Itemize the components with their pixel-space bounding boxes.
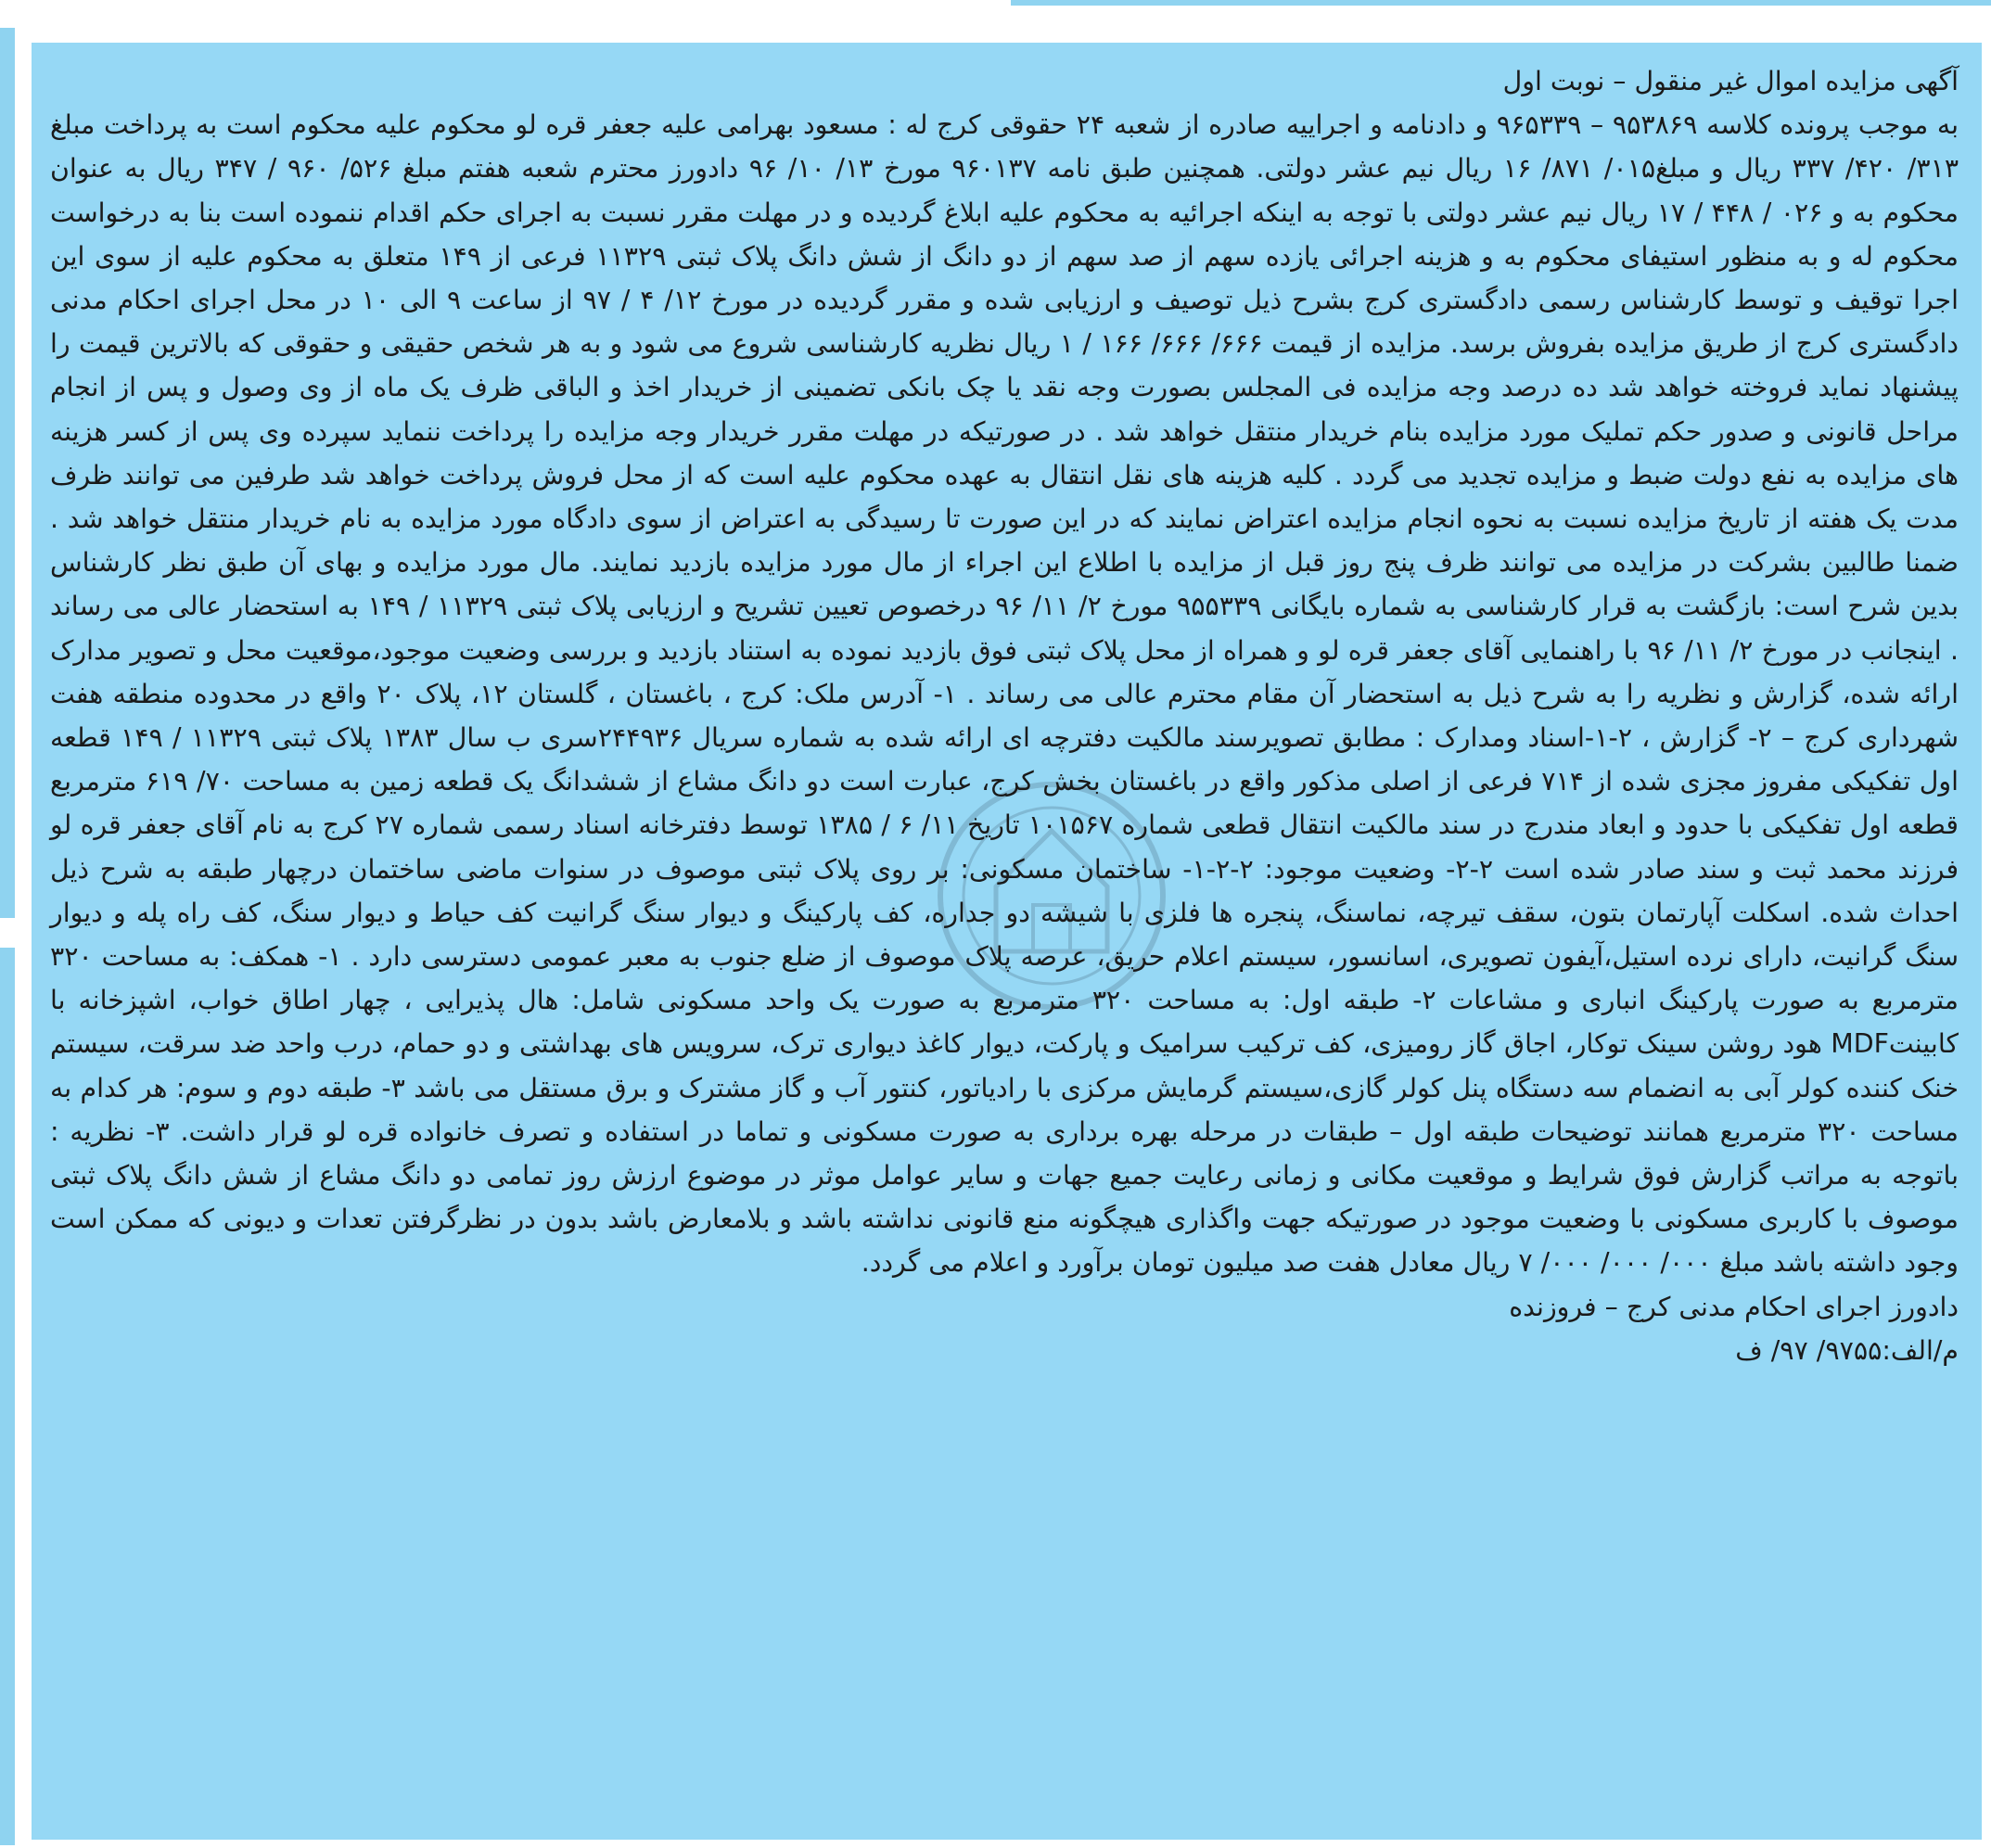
left-accent-bar-upper: [0, 28, 15, 918]
top-accent-line: [1011, 0, 1991, 6]
notice-body: به موجب پرونده کلاسه ۹۵۳۸۶۹ – ۹۶۵۳۳۹ و دادنامه و اجراییه صادره از شعبه ۲۴ حقوقی کرج له : مسعود بهرامی علیه جعفر قره لو محکوم علیه محکوم است به پرداخت مبلغ ۳۱۳/ ۴۲۰/ ۳۳۷ ریال و مبلغ۰۱۵/ ۸۷۱/ ۱۶ ریال نیم عشر دولتی. همچنین طبق نامه ۹۶۰۱۳۷ مورخ ۱۳/ ۱۰/ ۹۶ دادورز محترم شعبه هفتم مبلغ ۵۲۶/ ۹۶۰ / ۳۴۷ ریال به عنوان محکوم به و ۰۲۶ / ۴۴۸ / ۱۷ ریال نیم عشر دولتی با توجه به اینکه اجرائیه به محکوم علیه ابلاغ گردیده و در مهلت مقرر نسبت به اجرای حکم اقدام ننموده است بنا به درخواست محکوم له و به منظور استیفای محکوم به و هزینه اجرائی یازده سهم از صد سهم از دو دانگ از شش دانگ پلاک ثبتی ۱۱۳۲۹ فرعی از ۱۴۹ متعلق به محکوم علیه از سوی این اجرا توقیف و توسط کارشناس رسمی دادگستری کرج بشرح ذیل توصیف و ارزیابی شده و مقرر گردیده در مورخ ۱۲/ ۴ / ۹۷ از ساعت ۹ الی ۱۰ در محل اجرای احکام مدنی دادگستری کرج از طریق مزایده بفروش برسد. مزایده از قیمت ۶۶۶/ ۶۶۶/ ۱۶۶ / ۱ ریال نظریه کارشناسی شروع می شود و به هر شخص حقیقی و حقوقی که بالاترین قیمت را پیشنهاد نماید فروخته خواهد شد ده درصد وجه مزایده فی المجلس بصورت وجه نقد یا چک بانکی تضمینی از خریدار اخذ و الباقی ظرف یک ماه از وی وصول و پس از انجام مراحل قانونی و صدور حکم تملیک مورد مزایده بنام خریدار منتقل خواهد شد . در صورتیکه در مهلت مقرر خریدار وجه مزایده را پرداخت ننماید سپرده وی پس از کسر هزینه های مزایده به نفع دولت ضبط و مزایده تجدید می گردد . کلیه هزینه های نقل انتقال به عهده محکوم علیه است که از محل فروش پرداخت خواهد شد طرفین می توانند ظرف مدت یک هفته از تاریخ مزایده نسبت به نحوه انجام مزایده اعتراض نمایند که در این صورت تا رسیدگی به اعتراض از سوی دادگاه مورد مزایده به نام خریدار منتقل خواهد شد . ضمنا طالبین بشرکت در مزایده می توانند ظرف پنج روز قبل از مزایده با اطلاع این اجراء از مال مورد مزایده بازدید نمایند. مال مورد مزایده و بهای آن طبق نظر کارشناس بدین شرح است: بازگشت به قرار کارشناسی به شماره بایگانی ۹۵۵۳۳۹ مورخ ۲/ ۱۱/ ۹۶ درخصوص تعیین تشریح و ارزیابی پلاک ثبتی ۱۱۳۲۹ / ۱۴۹ به استحضار عالی می رساند . اینجانب در مورخ ۲/ ۱۱/ ۹۶ با راهنمایی آقای جعفر قره لو و همراه از محل پلاک ثبتی فوق بازدید نموده به استناد بازدید و بررسی وضعیت موجود،موقعیت محل و تصویر مدارک ارائه شده، گزارش و نظریه را به شرح ذیل به استحضار آن مقام محترم عالی می رساند . ۱- آدرس ملک: کرج ، باغستان ، گلستان ۱۲، پلاک ۲۰ واقع در محدوده منطقه هفت شهرداری کرج – ۲- گزارش ، ۲-۱-اسناد ومدارک : مطابق تصویرسند مالکیت دفترچه ای ارائه شده به شماره سریال ۲۴۴۹۳۶سری ب سال ۱۳۸۳ پلاک ثبتی ۱۱۳۲۹ / ۱۴۹ قطعه اول تفکیکی مفروز مجزی شده از ۷۱۴ فرعی از اصلی مذکور واقع در باغستان بخش کرج، عبارت است دو دانگ مشاع از ششدانگ یک قطعه زمین به مساحت ۷۰/ ۶۱۹ مترمربع قطعه اول تفکیکی با حدود و ابعاد مندرج در سند مالکیت انتقال قطعی شماره ۱۰۱۵۶۷ تاریخ ۱۱/ ۶ / ۱۳۸۵ توسط دفترخانه اسناد رسمی شماره ۲۷ کرج به نام آقای جعفر قره لو فرزند محمد ثبت و سند صادر شده است ۲-۲- وضعیت موجود: ۲-۲-۱- ساختمان مسکونی: بر روی پلاک ثبتی موصوف در سنوات ماضی ساختمان درچهار طبقه به شرح ذیل احداث شده. اسکلت آپارتمان بتون، سقف تیرچه، نماسنگ، پنجره ها فلزی با شیشه دو جداره، کف پارکینگ و دیوار سنگ گرانیت کف حیاط و دیوار سنگ، کف راه پله و دیوار سنگ گرانیت، دارای نرده استیل،آیفون تصویری، اسانسور، سیستم اعلام حریق، عرصه پلاک موصوف از ضلع جنوب به معبر عمومی دسترسی دارد . ۱- همکف: به مساحت ۳۲۰ مترمربع به صورت پارکینگ انباری و مشاعات ۲- طبقه اول: به مساحت ۳۲۰ مترمربع به صورت یک واحد مسکونی شامل: هال پذیرایی ، چهار اطاق خواب، اشپزخانه با کابینتMDF هود روشن سینک توکار، اجاق گاز رومیزی، کف ترکیب سرامیک و پارکت، دیوار کاغذ دیواری ترک، سرویس های بهداشتی و دو حمام، درب واحد ضد سرقت، سیستم خنک کننده کولر آبی به انضمام سه دستگاه پنل کولر گازی،سیستم گرمایش مرکزی با رادیاتور، کنتور آب و گاز مشترک و برق مستقل می باشد ۳- طبقه دوم و سوم: هر کدام به مساحت ۳۲۰ مترمربع همانند توضیحات طبقه اول – طبقات در مرحله بهره برداری به صورت مسکونی و تماما در استفاده و تصرف خانواده قره لو قرار داشت. ۳- نظریه : باتوجه به مراتب گزارش فوق شرایط و موقعیت مکانی و زمانی رعایت جمیع جهات و سایر عوامل موثر در موضوع ارزش روز تمامی دو دانگ مشاع از شش دانگ پلاک ثبتی موصوف با کاربری مسکونی با وضعیت موجود در صورتیکه جهت واگذاری هیچگونه منع قانونی نداشته باشد و بلامعارض باشد بدون در نظرگرفتن تعدات و دیونی که ممکن است وجود داشته باشد مبلغ ۰۰۰/ ۰۰۰/ ۰۰۰/ ۷ ریال معادل هفت صد میلیون تومان برآورد و اعلام می گردد.: [50, 109, 1959, 1279]
notice-panel: [32, 43, 1982, 1840]
left-accent-bar-lower: [0, 948, 15, 1845]
notice-signature: دادورز اجرای احکام مدنی کرج – فروزنده: [1509, 1291, 1959, 1322]
notice-text-block: [50, 59, 1959, 1372]
notice-title: آگهی مزایده اموال غیر منقول – نوبت اول: [1502, 66, 1959, 96]
notice-reference: م/الف:۹۷۵۵/ ۹۷/ ف: [1735, 1334, 1959, 1366]
